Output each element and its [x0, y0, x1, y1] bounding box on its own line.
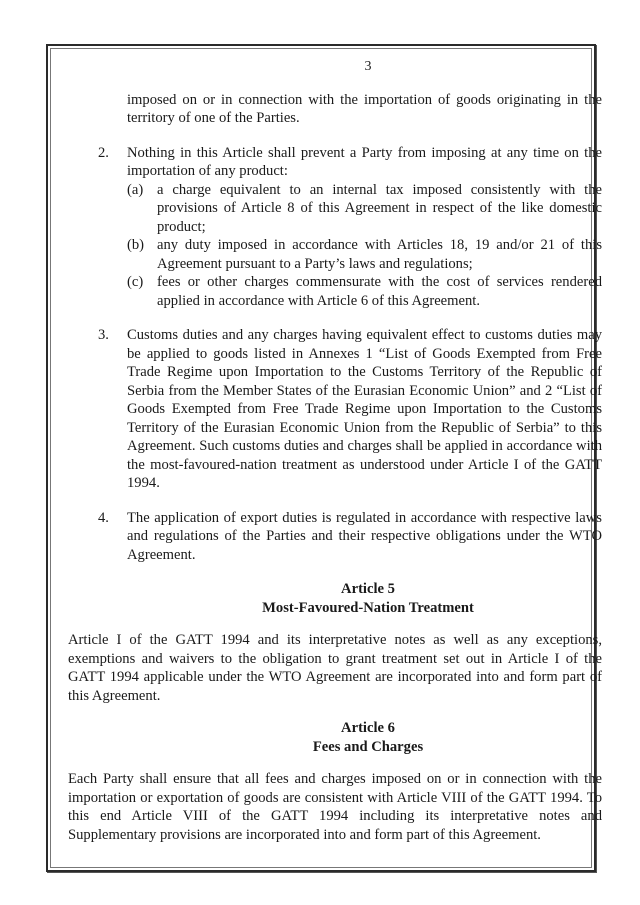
paragraph-2 — [98, 144, 602, 311]
list-item-label: (a) — [127, 181, 144, 198]
paragraph-3-text: Customs duties and any charges having equivalent effect to customs duties may be applied to goods listed in Annexes 1 “List of Goods Exempted from Free Trade Regime upon Importation to the Customs Territory of the Republic of Serbia from the Member States of the Eurasian Economic Union” and 2 “List of Goods Exempted from Free Trade Regime upon Importation to the Customs Territory of the Eurasian Economic Union from the Republic of Serbia” to this Agreement. Such customs duties and charges shall be applied in accordance with the most-favoured-nation treatment as understood under Article I of the GATT 1994. — [127, 327, 602, 491]
article-6-title: Fees and Charges — [312, 738, 424, 755]
list-item-label: (c) — [127, 274, 144, 290]
list-item-text: any duty imposed in accordance with Articles 18, 19 and/or 21 of this Agreement pursuant to a Party’s laws and regulations; — [157, 237, 602, 272]
paragraph-4-number: 4. — [98, 509, 109, 526]
page-number: 3 — [364, 59, 372, 74]
article-6-heading: Article 6 — [341, 720, 395, 736]
list-item — [127, 273, 602, 310]
article-5-title: Most-Favoured-Nation Treatment — [262, 599, 474, 616]
paragraph-4 — [98, 509, 602, 565]
document-body — [68, 58, 602, 858]
list-item — [127, 181, 602, 237]
paragraph-3-number: 3. — [98, 327, 109, 343]
paragraph-2-lead: Nothing in this Article shall prevent a Party from imposing at any time on the importation of any product: — [127, 144, 602, 179]
article-6-text: Each Party shall ensure that all fees and charges imposed on or in connection with the importation or exportation of goods are consistent with Article VIII of the GATT 1994. To this end Article VIII of the GATT 1994 including its interpretative notes and Supplementary provisions are incorporated into and form part of this Agreement. — [68, 771, 602, 843]
article-5-heading: Article 5 — [341, 581, 395, 597]
article-6-heading-block — [98, 719, 602, 756]
paragraph-3 — [98, 326, 602, 493]
list-item-text: a charge equivalent to an internal tax imposed consistently with the provisions of Article 8 of this Agreement in respect of the like domestic product; — [157, 181, 602, 235]
list-item — [127, 236, 602, 273]
article-5-text: Article I of the GATT 1994 and its interpretative notes as well as any exceptions, exemptions and waivers to the obligation to grant treatment set out in Article I of the GATT 1994 applicable under the WTO Agreement are incorporated into and form part of this Agreement. — [68, 632, 602, 704]
paragraph-2-number: 2. — [98, 144, 109, 161]
paragraph-2-body — [127, 144, 602, 311]
list-item-text: fees or other charges commensurate with the cost of services rendered applied in accordance with Article 6 of this Agreement. — [157, 274, 602, 309]
article-5-heading-block — [98, 580, 602, 617]
paragraph-2-list — [127, 181, 602, 311]
paragraph-continuation: imposed on or in connection with the importation of goods originating in the territory of one of the Parties. — [127, 91, 602, 126]
list-item-label: (b) — [127, 237, 145, 253]
paragraph-4-text: The application of export duties is regulated in accordance with respective laws and regulations of the Parties and their respective obligations under the WTO Agreement. — [127, 509, 602, 563]
